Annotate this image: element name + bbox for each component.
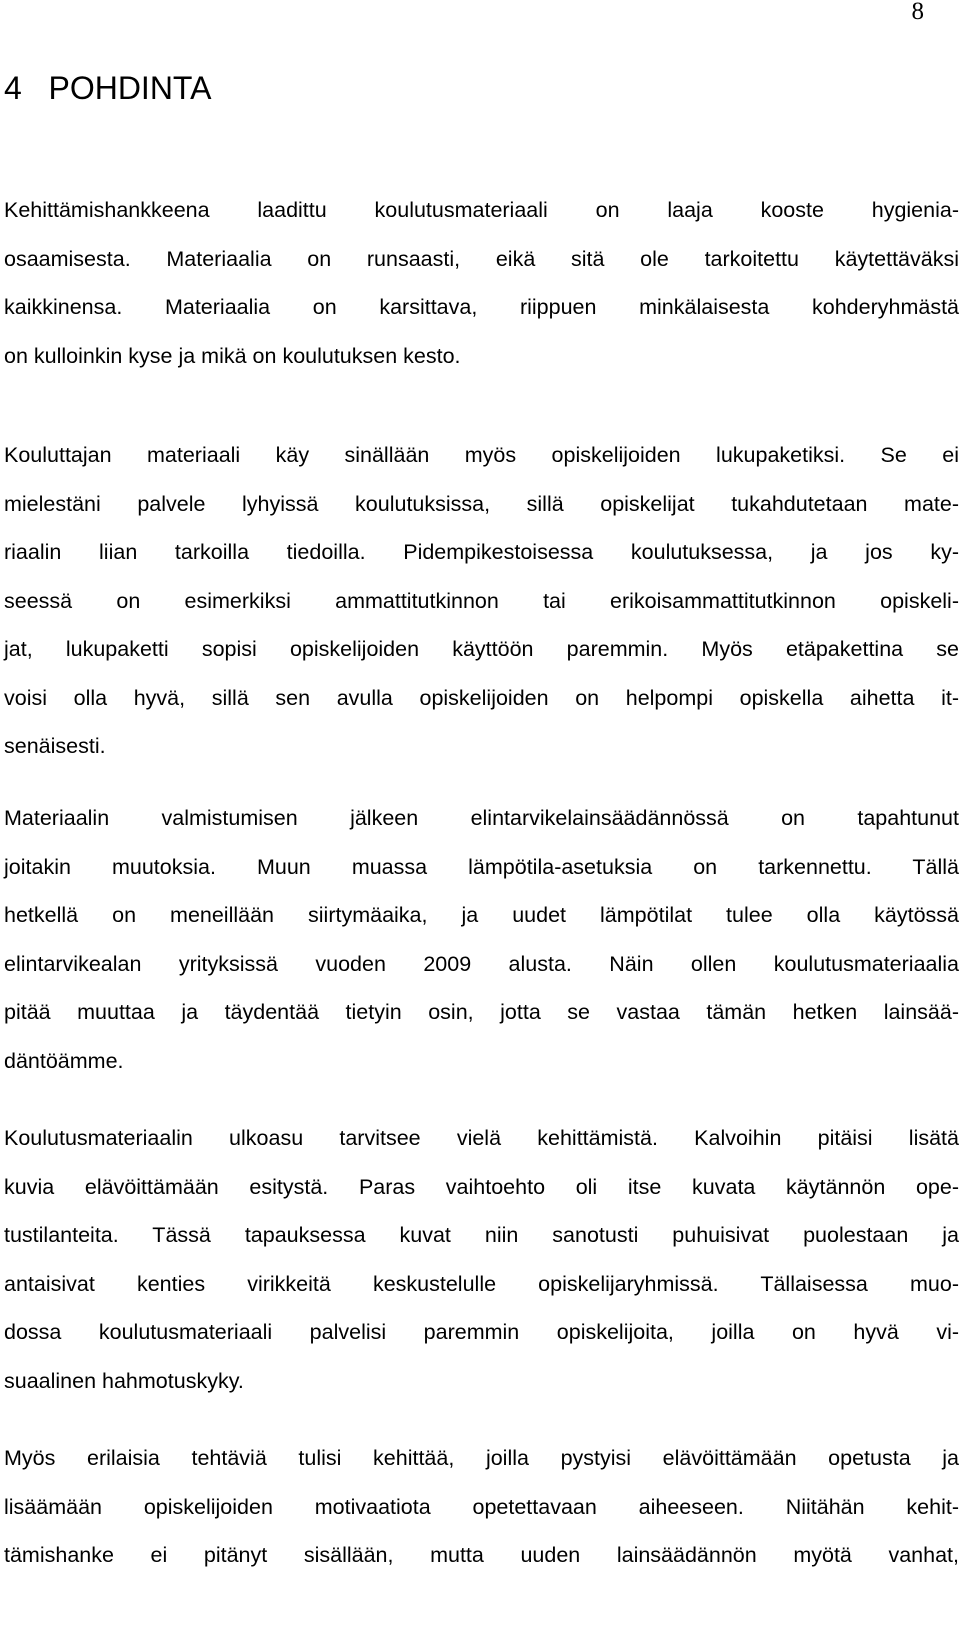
paragraph-line: däntöämme. bbox=[4, 1048, 124, 1073]
paragraph-line: dossa koulutusmateriaali palvelisi paremmin opiskelijoita, joilla on hyvä vi- bbox=[4, 1320, 959, 1344]
section-number: 4 bbox=[4, 70, 22, 106]
paragraph-line: elintarvikealan yrityksissä vuoden 2009 alusta. Näin ollen koulutusmateriaalia bbox=[4, 951, 959, 976]
paragraph-1 bbox=[4, 186, 959, 380]
paragraph-line: mielestäni palvele lyhyissä koulutuksissa, sillä opiskelijat tukahdutetaan mate- bbox=[4, 491, 959, 516]
paragraph-line: on kulloinkin kyse ja mikä on koulutuksen kesto. bbox=[4, 343, 461, 368]
paragraph-line: Materiaalin valmistumisen jälkeen elintarvikelainsäädännössä on tapahtunut bbox=[4, 806, 959, 830]
paragraph-line: kuvia elävöittämään esitystä. Paras vaihtoehto oli itse kuvata käytännön ope- bbox=[4, 1174, 959, 1199]
paragraph-line: osaamisesta. Materiaalia on runsaasti, eikä sitä ole tarkoitettu käytettäväksi bbox=[4, 246, 959, 271]
paragraph-5 bbox=[4, 1434, 959, 1580]
paragraph-line: lisäämään opiskelijoiden motivaatiota opetettavaan aiheeseen. Niitähän kehit- bbox=[4, 1494, 959, 1519]
paragraph-4 bbox=[4, 1114, 959, 1405]
paragraph-line: tustilanteita. Tässä tapauksessa kuvat niin sanotusti puhuisivat puolestaan ja bbox=[4, 1223, 959, 1247]
paragraph-line: Kehittämishankkeena laadittu koulutusmateriaali on laaja kooste hygienia- bbox=[4, 198, 959, 222]
paragraph-line: jat, lukupaketti sopisi opiskelijoiden käyttöön paremmin. Myös etäpakettina se bbox=[4, 637, 959, 661]
paragraph-line: joitakin muutoksia. Muun muassa lämpötila-asetuksia on tarkennettu. Tällä bbox=[4, 854, 959, 879]
paragraph-line: Myös erilaisia tehtäviä tulisi kehittää, joilla pystyisi elävöittämään opetusta ja bbox=[4, 1446, 959, 1470]
paragraph-line: kaikkinensa. Materiaalia on karsittava, riippuen minkälaisesta kohderyhmästä bbox=[4, 295, 959, 319]
paragraph-line: tämishanke ei pitänyt sisällään, mutta uuden lainsäädännön myötä vanhat, bbox=[4, 1543, 959, 1567]
paragraph-line: suaalinen hahmotuskyky. bbox=[4, 1368, 244, 1393]
paragraph-line: pitää muuttaa ja täydentää tietyin osin, jotta se vastaa tämän hetken lainsää- bbox=[4, 1000, 959, 1024]
paragraph-3 bbox=[4, 794, 959, 1085]
section-title: POHDINTA bbox=[48, 70, 212, 106]
section-heading bbox=[4, 70, 211, 107]
paragraph-line: Kouluttajan materiaali käy sinällään myös opiskelijoiden lukupaketiksi. Se ei bbox=[4, 443, 959, 467]
paragraph-line: voisi olla hyvä, sillä sen avulla opiskelijoiden on helpompi opiskella aihetta it- bbox=[4, 685, 959, 710]
paragraph-line: Koulutusmateriaalin ulkoasu tarvitsee vielä kehittämistä. Kalvoihin pitäisi lisätä bbox=[4, 1126, 959, 1150]
paragraph-line: antaisivat kenties virikkeitä keskustelulle opiskelijaryhmissä. Tällaisessa muo- bbox=[4, 1271, 959, 1296]
paragraph-line: riaalin liian tarkoilla tiedoilla. Pidempikestoisessa koulutuksessa, ja jos ky- bbox=[4, 540, 959, 564]
paragraph-line: senäisesti. bbox=[4, 734, 106, 758]
paragraph-line: seessä on esimerkiksi ammattitutkinnon tai erikoisammattitutkinnon opiskeli- bbox=[4, 588, 959, 613]
page-number: 8 bbox=[911, 0, 924, 25]
paragraph-line: hetkellä on meneillään siirtymäaika, ja uudet lämpötilat tulee olla käytössä bbox=[4, 903, 959, 927]
paragraph-2 bbox=[4, 431, 959, 771]
